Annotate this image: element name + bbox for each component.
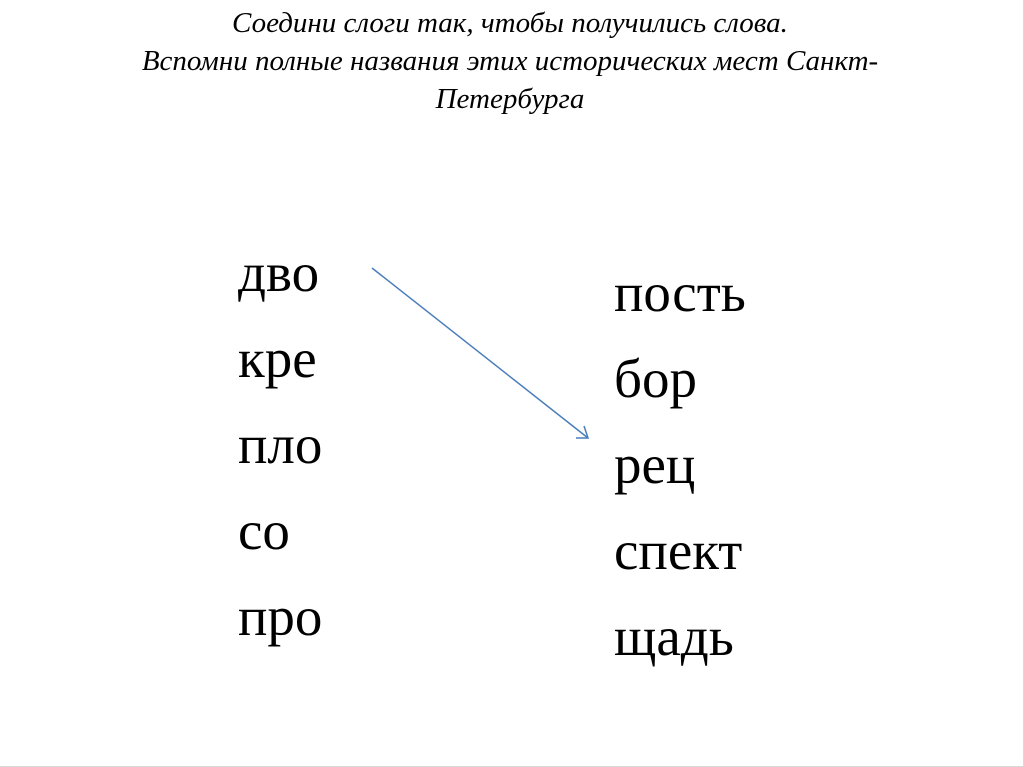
left-syllable: кре bbox=[238, 328, 317, 389]
right-syllable: щадь bbox=[614, 606, 734, 667]
left-syllable-column bbox=[238, 230, 322, 660]
right-syllable-column bbox=[614, 250, 746, 680]
title-line-2: Вспомни полные названия этих исторических мест Санкт- bbox=[141, 45, 879, 77]
arrow-head-icon bbox=[576, 426, 588, 438]
title-line-3: Петербурга bbox=[435, 83, 585, 115]
slide-title bbox=[30, 4, 990, 118]
right-syllable: пость bbox=[614, 262, 746, 323]
title-line-1: Соедини слоги так, чтобы получились слова. bbox=[232, 7, 788, 39]
left-syllable: пло bbox=[238, 414, 323, 475]
right-syllable: бор bbox=[614, 348, 697, 409]
left-syllable: про bbox=[238, 586, 323, 647]
left-syllable: дво bbox=[238, 242, 320, 303]
arrow-line bbox=[372, 268, 588, 438]
right-syllable: спект bbox=[614, 520, 743, 581]
left-syllable: со bbox=[238, 500, 290, 561]
right-syllable: рец bbox=[614, 434, 696, 495]
